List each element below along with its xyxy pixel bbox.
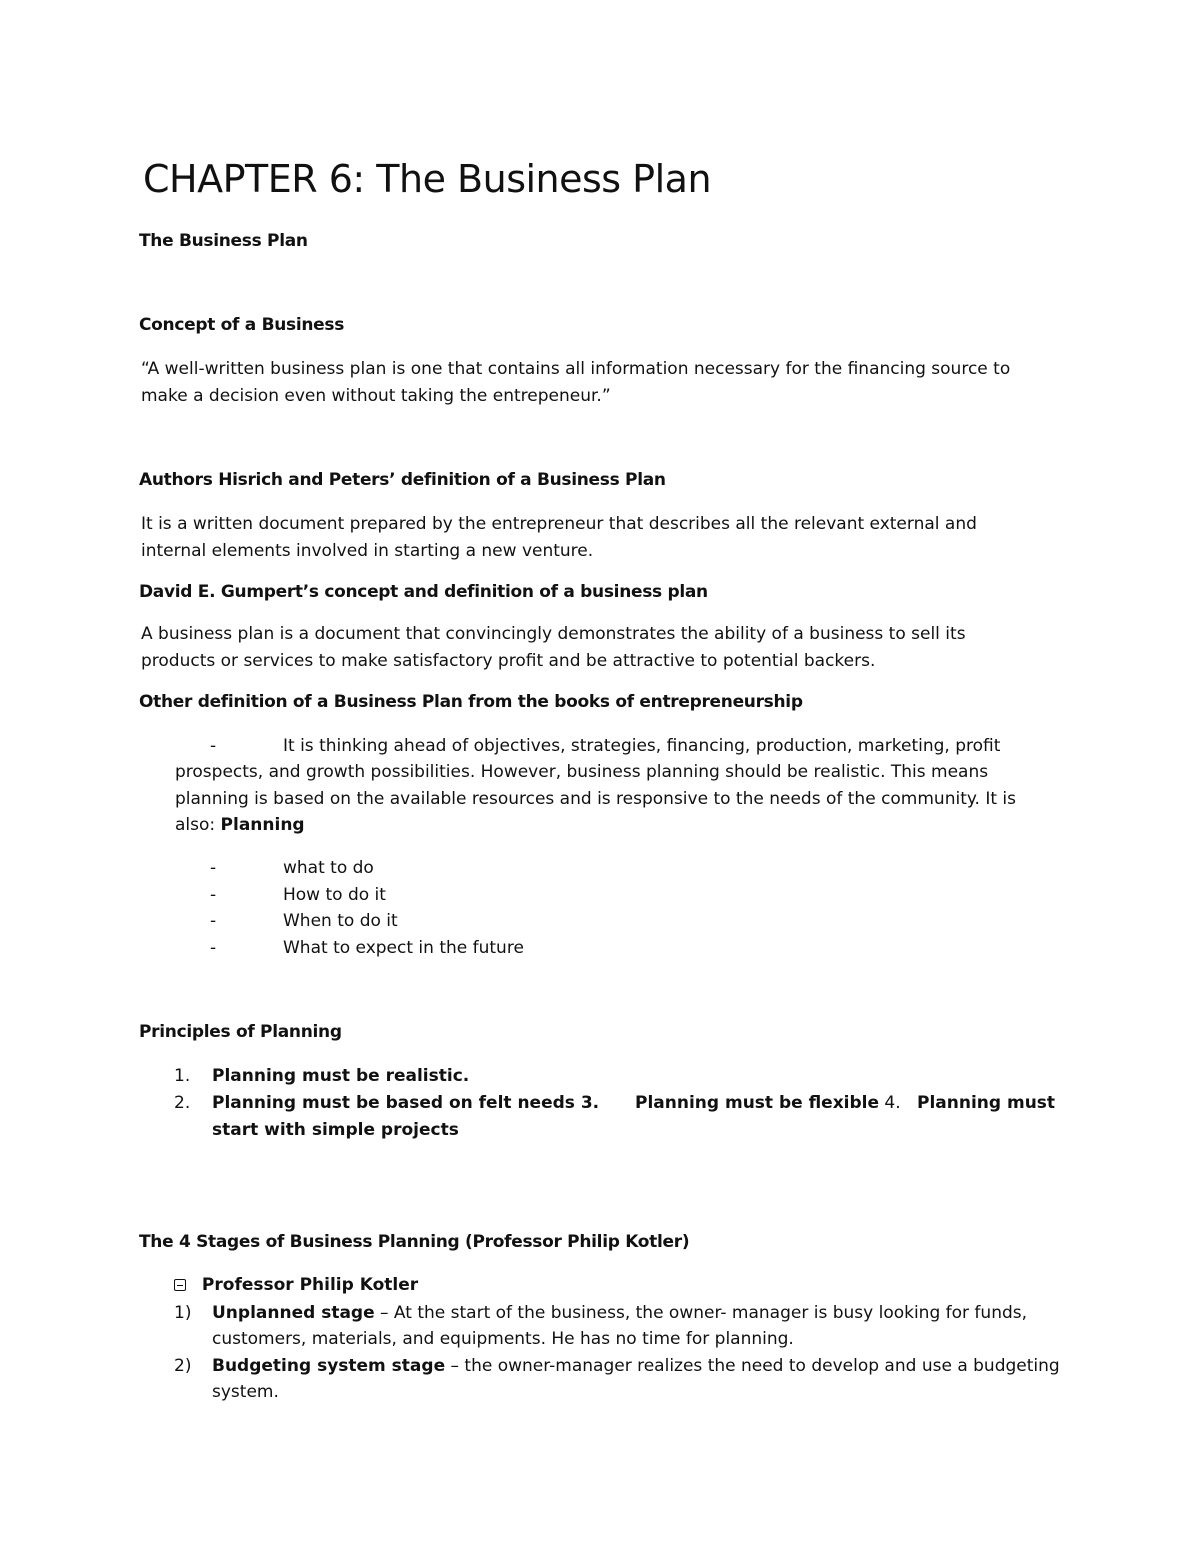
bullet-dash: - — [210, 938, 217, 958]
other-line: planning is based on the available resources and is responsive to the needs of the community. It is — [175, 788, 1016, 809]
hisrich-line: internal elements involved in starting a new venture. — [141, 540, 594, 561]
principle-flexible-text: Planning must be flexible — [635, 1093, 880, 1113]
other-last-line — [175, 812, 1016, 839]
principle-number: 1. — [174, 1066, 191, 1086]
principle-item: Planning must be based on felt needs 3. — [212, 1093, 600, 1113]
chapter-title: CHAPTER 6: The Business Plan — [143, 157, 712, 201]
bullet-item: what to do — [283, 858, 374, 878]
gumpert-line: products or services to make satisfactory profit and be attractive to potential backers. — [141, 650, 876, 671]
stage-number: 2) — [174, 1356, 192, 1376]
concept-heading: Concept of a Business — [139, 315, 345, 335]
bullet-dash: - — [210, 858, 217, 878]
other-line: prospects, and growth possibilities. However, business planning should be realistic. This means — [175, 762, 989, 782]
bullet-dash: - — [210, 885, 217, 905]
stage-item-text: – At the start of the business, the owner- manager is busy looking for funds, — [374, 1303, 1028, 1323]
stage-item-title: Unplanned stage — [212, 1303, 375, 1323]
principle-item-flexible — [635, 1090, 901, 1116]
stage-item-title: Budgeting system stage — [212, 1356, 446, 1376]
gumpert-paragraph — [141, 621, 1061, 674]
stages-heading: The 4 Stages of Business Planning (Professor Philip Kotler) — [139, 1232, 690, 1252]
bullet-item: How to do it — [283, 885, 386, 905]
other-last-bold: Planning — [220, 815, 305, 835]
concept-line: “A well-written business plan is one that contains all information necessary for the financing source to — [141, 359, 1011, 379]
principle-flexible-num: 4. — [879, 1093, 901, 1113]
concept-line: make a decision even without taking the entrepeneur.” — [141, 385, 611, 406]
principle-item-simple: Planning must — [917, 1093, 1056, 1113]
hisrich-paragraph — [141, 511, 1061, 564]
stages-sub-item — [174, 1272, 418, 1298]
other-paragraph — [175, 759, 1016, 839]
section-subtitle: The Business Plan — [139, 231, 308, 251]
principle-item-continued: start with simple projects — [212, 1120, 459, 1140]
stage-item-text: – the owner-manager realizes the need to develop and use a budgeting — [445, 1356, 1060, 1376]
concept-paragraph — [141, 356, 1061, 409]
other-heading: Other definition of a Business Plan from the books of entrepreneurship — [139, 692, 803, 712]
gumpert-line: A business plan is a document that convincingly demonstrates the ability of a business to sell its — [141, 624, 966, 644]
bullet-item: What to expect in the future — [283, 938, 524, 958]
stages-sub-item-text: Professor Philip Kotler — [201, 1275, 419, 1295]
stage-item — [212, 1300, 1027, 1326]
hisrich-heading: Authors Hisrich and Peters’ definition of a Business Plan — [139, 470, 666, 490]
other-last-prefix: also: — [175, 815, 221, 835]
principle-number: 2. — [174, 1093, 191, 1113]
principles-heading: Principles of Planning — [139, 1022, 342, 1042]
bullet-dash: - — [210, 911, 217, 931]
principle-item: Planning must be realistic. — [212, 1066, 470, 1086]
stage-item-continued: system. — [212, 1382, 279, 1402]
other-dash: - — [210, 736, 217, 756]
stage-number: 1) — [174, 1303, 192, 1323]
bullet-item: When to do it — [283, 911, 398, 931]
gumpert-heading: David E. Gumpert’s concept and definition of a business plan — [139, 582, 708, 602]
checkbox-bullet-icon — [174, 1279, 186, 1291]
other-first-line: It is thinking ahead of objectives, strategies, financing, production, marketing, profit — [283, 736, 1001, 756]
hisrich-line: It is a written document prepared by the entrepreneur that describes all the relevant external and — [141, 514, 977, 534]
stage-item-continued: customers, materials, and equipments. He has no time for planning. — [212, 1329, 794, 1349]
stage-item — [212, 1353, 1060, 1379]
